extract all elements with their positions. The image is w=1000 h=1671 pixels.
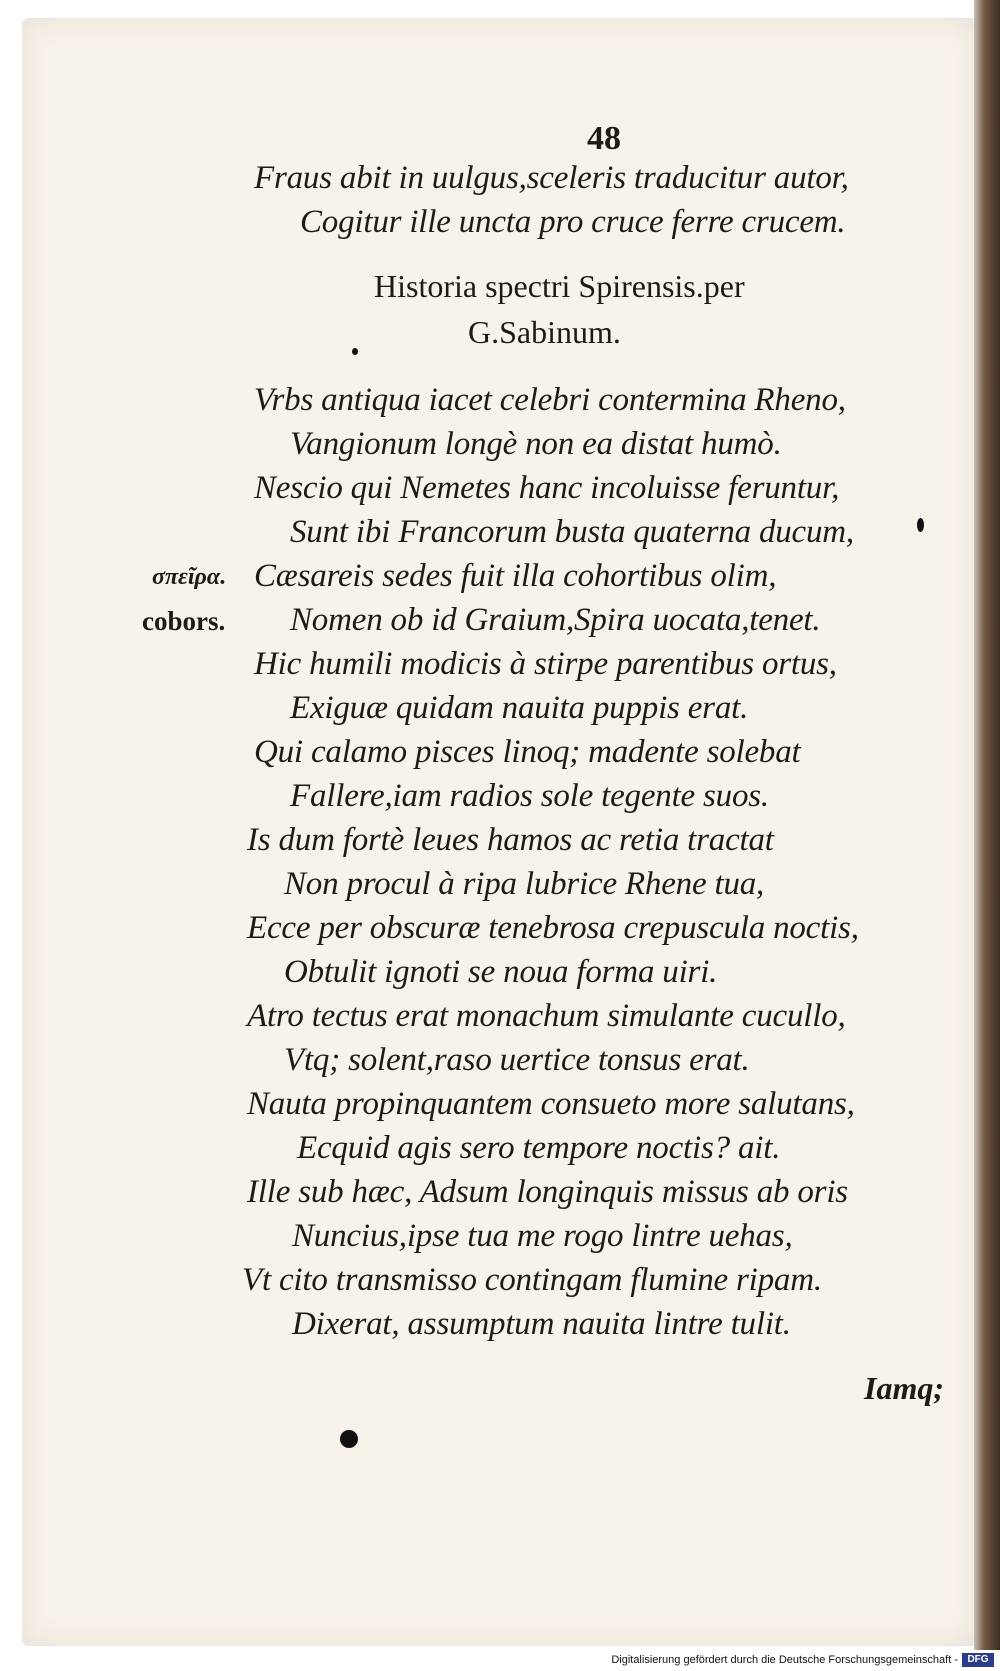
book-spine-edge	[974, 0, 1000, 1650]
poem-line: Ecce per obscuræ tenebrosa crepuscula noctis,	[247, 910, 859, 946]
poem-line: Nomen ob id Graium,Spira uocata,tenet.	[290, 602, 821, 638]
poem-line: Vangionum longè non ea distat humò.	[290, 426, 782, 462]
funding-credit: Digitalisierung gefördert durch die Deutsche Forschungsgemeinschaft -	[611, 1654, 958, 1666]
poem-line: Atro tectus erat monachum simulante cucullo,	[247, 998, 846, 1034]
poem-line: Vrbs antiqua iacet celebri contermina Rheno,	[254, 382, 846, 418]
section-heading-author: G.Sabinum.	[468, 314, 621, 350]
text-line: Fraus abit in uulgus,sceleris traducitur autor,	[254, 160, 849, 196]
dfg-logo-icon: DFG	[962, 1653, 994, 1667]
ink-speck	[352, 348, 358, 355]
poem-line: Nuncius,ipse tua me rogo lintre uehas,	[292, 1218, 793, 1254]
poem-line: Non procul à ripa lubrice Rhene tua,	[284, 866, 765, 902]
page-number: 48	[587, 120, 621, 157]
poem-line: Obtulit ignoti se noua forma uiri.	[284, 954, 718, 990]
catchword: Iamq;	[864, 1370, 944, 1406]
margin-note-latin: cobors.	[142, 606, 226, 636]
footer-bar	[0, 1650, 1000, 1671]
left-margin	[0, 0, 22, 1650]
poem-line: Qui calamo pisces linoq; madente solebat	[254, 734, 801, 770]
poem-line: Vt cito transmisso contingam flumine ripam.	[242, 1262, 822, 1298]
poem-line: Fallere,iam radios sole tegente suos.	[290, 778, 769, 814]
ink-speck	[917, 518, 924, 532]
poem-line: Sunt ibi Francorum busta quaterna ducum,	[290, 514, 854, 550]
poem-line: Nauta propinquantem consueto more salutans,	[247, 1086, 855, 1122]
poem-line: Cæsareis sedes fuit illa cohortibus olim,	[254, 558, 777, 594]
margin-note-greek: σπεῖρα.	[152, 564, 227, 590]
poem-line: Ille sub hæc, Adsum longinquis missus ab oris	[247, 1174, 848, 1210]
book-page	[22, 18, 977, 1646]
poem-line: Vtq; solent,raso uertice tonsus erat.	[284, 1042, 750, 1078]
poem-line: Ecquid agis sero tempore noctis? ait.	[297, 1130, 781, 1166]
poem-line: Hic humili modicis à stirpe parentibus ortus,	[254, 646, 837, 682]
section-heading: Historia spectri Spirensis.per	[374, 268, 745, 304]
poem-line: Nescio qui Nemetes hanc incoluisse feruntur,	[254, 470, 840, 506]
poem-line: Dixerat, assumptum nauita lintre tulit.	[292, 1306, 791, 1342]
poem-line: Exiguæ quidam nauita puppis erat.	[290, 690, 749, 726]
ink-blot	[340, 1430, 358, 1448]
text-line: Cogitur ille uncta pro cruce ferre crucem.	[300, 204, 846, 240]
poem-line: Is dum fortè leues hamos ac retia tractat	[247, 822, 774, 858]
